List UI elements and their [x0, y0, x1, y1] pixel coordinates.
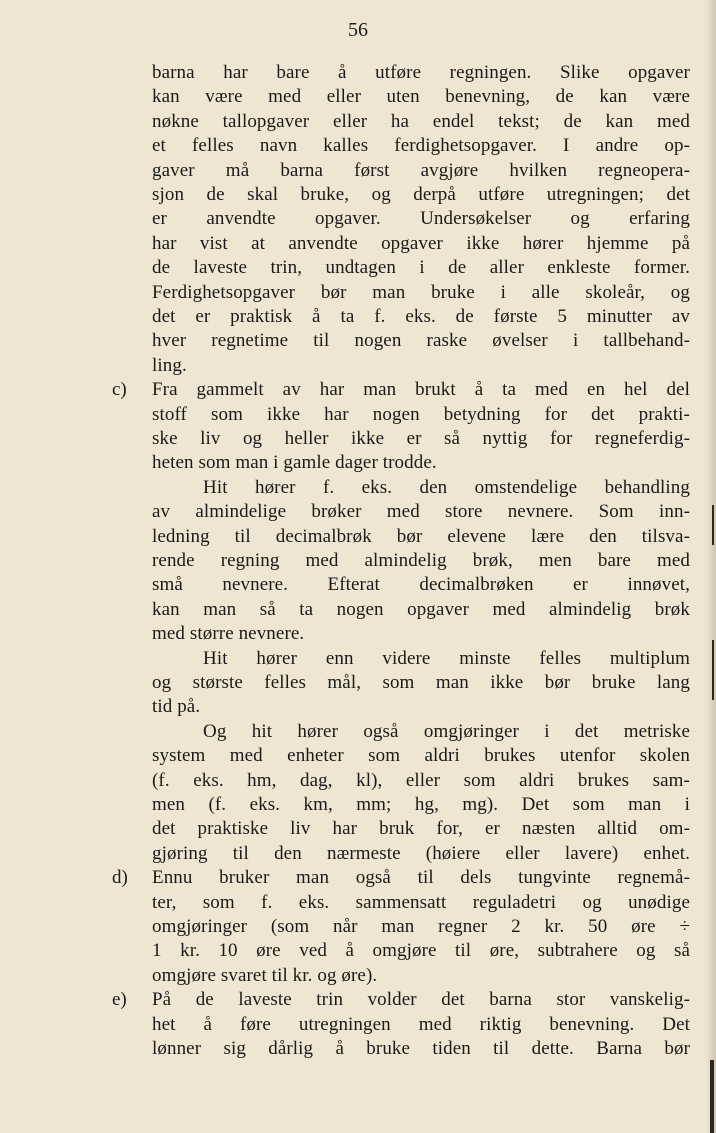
page-number: 56 [348, 19, 368, 41]
text-line: hver regnetime til nogen raske øvelser i tallbehand- [152, 330, 690, 352]
text-line: ling. [152, 354, 187, 376]
text-line: Hit hører f. eks. den omstendelige behandling [203, 476, 690, 498]
text-line: 1 kr. 10 øre ved å omgjøre til øre, subtrahere og så [152, 940, 690, 962]
text-line: Hit hører enn videre minste felles multiplum [203, 647, 690, 669]
item-marker-c: c) [112, 379, 127, 401]
text-line: Ferdighetsopgaver bør man bruke i alle skoleår, og [152, 281, 690, 303]
text-line: gjøring til den nærmeste (høiere eller lavere) enhet. [152, 842, 690, 864]
text-line: nøkne tallopgaver eller ha endel tekst; de kan med [152, 110, 690, 132]
text-line: ledning til decimalbrøk bør elevene lære den tilsva- [152, 525, 690, 547]
item-marker-d: d) [112, 867, 128, 889]
text-line: det praktiske liv har bruk for, er næsten alltid om- [152, 818, 690, 840]
text-line: Fra gammelt av har man brukt å ta med en hel del [152, 379, 690, 401]
text-line: de laveste trin, undtagen i de aller enkleste former. [152, 257, 690, 279]
text-line: rende regning med almindelig brøk, men bare med [152, 550, 690, 571]
text-line: kan være med eller uten benevning, de kan være [152, 86, 690, 108]
text-line: (f. eks. hm, dag, kl), eller som aldri brukes sam- [152, 769, 690, 791]
text-line: små nevnere. Efterat decimalbrøken er innøvet, [152, 574, 690, 596]
text-line: gaver må barna først avgjøre hvilken regneopera- [152, 159, 690, 181]
text-line: og største felles mål, som man ikke bør bruke lang [152, 672, 690, 693]
text-line: omgjøre svaret til kr. og øre). [152, 964, 378, 986]
text-line: ske liv og heller ikke er så nyttig for regneferdig- [152, 428, 690, 449]
text-line: ter, som f. eks. sammensatt reguladetri og unødige [152, 891, 690, 913]
text-line: men (f. eks. km, mm; hg, mg). Det som man i [152, 794, 690, 815]
text-line: På de laveste trin volder det barna stor vanskelig- [152, 989, 690, 1011]
text-line: stoff som ikke har nogen betydning for det prakti- [152, 403, 690, 425]
page-edge-mark [712, 505, 714, 545]
text-line: av almindelige brøker med store nevnere. Som inn- [152, 501, 690, 523]
text-line: Og hit hører også omgjøringer i det metriske [203, 720, 690, 742]
item-marker-e: e) [112, 989, 127, 1011]
text-line: er anvendte opgaver. Undersøkelser og erfaring [152, 208, 690, 230]
text-line: et felles navn kalles ferdighetsopgaver. I andre op- [152, 135, 690, 157]
text-line: heten som man i gamle dager trodde. [152, 452, 437, 474]
text-line: omgjøringer (som når man regner 2 kr. 50 øre ÷ [152, 916, 690, 937]
page-edge-shadow [706, 0, 716, 1133]
text-line: tid på. [152, 696, 201, 718]
page-edge-mark [710, 1060, 714, 1133]
text-line: barna har bare å utføre regningen. Slike opgaver [152, 62, 690, 83]
text-line: med større nevnere. [152, 623, 305, 645]
page-edge-mark [712, 640, 714, 700]
text-line: sjon de skal bruke, og derpå utføre utregningen; det [152, 184, 690, 205]
text-line: kan man så ta nogen opgaver med almindelig brøk [152, 598, 690, 620]
text-line: har vist at anvendte opgaver ikke hører hjemme på [152, 232, 690, 254]
text-line: system med enheter som aldri brukes utenfor skolen [152, 745, 690, 767]
text-line: Ennu bruker man også til dels tungvinte regnemå- [152, 867, 690, 889]
text-line: det er praktisk å ta f. eks. de første 5 minutter av [152, 306, 690, 327]
text-line: het å føre utregningen med riktig benevning. Det [152, 1013, 690, 1035]
text-line: lønner sig dårlig å bruke tiden til dette. Barna bør [152, 1038, 690, 1059]
